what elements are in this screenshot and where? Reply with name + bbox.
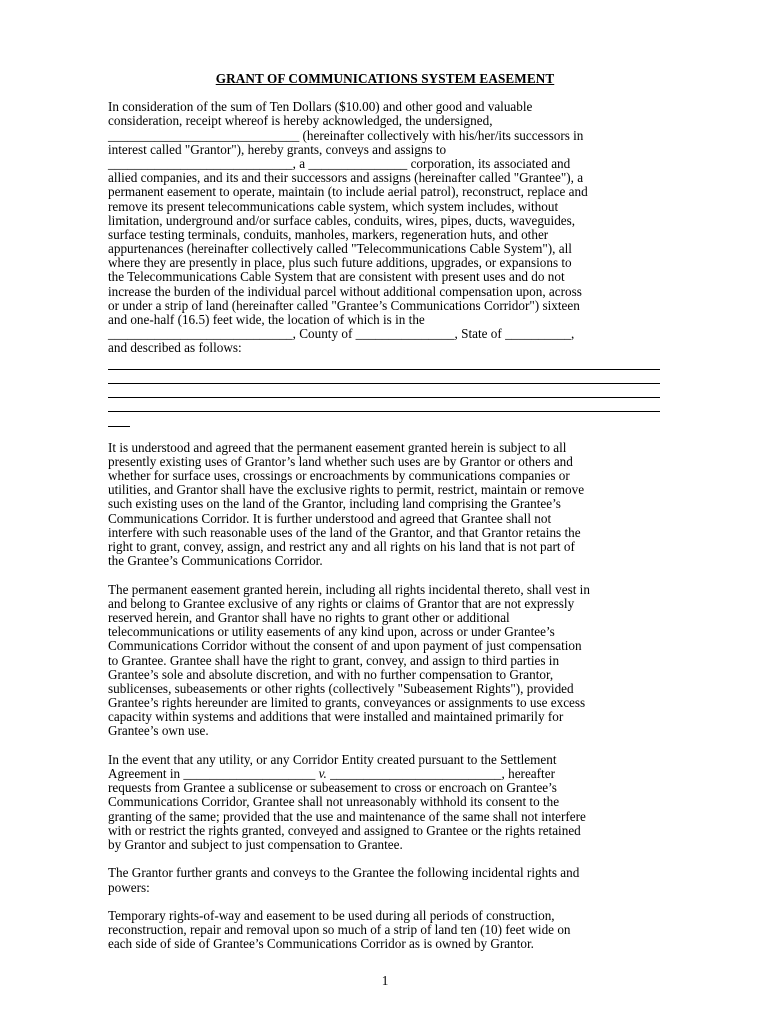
- text-line: the Telecommunications Cable System that are consistent with present uses and do not: [108, 269, 565, 285]
- text-line: increase the burden of the individual parcel without additional compensation upon, across: [108, 283, 582, 299]
- text-line: Temporary rights-of-way and easement to be used during all periods of construction,: [108, 907, 555, 923]
- legal-description-blank-line: [108, 356, 660, 370]
- text-line: In consideration of the sum of Ten Dollars ($10.00) and other good and valuable: [108, 99, 533, 115]
- existing-uses-paragraph: [108, 441, 662, 569]
- text-fragment: Agreement in ____________________: [108, 766, 319, 782]
- text-line: Communications Corridor. It is further understood and agreed that Grantee shall not: [108, 510, 552, 526]
- text-line: appurtenances (hereinafter collectively called "Telecommunications Cable System"), all: [108, 241, 572, 257]
- text-line: and one-half (16.5) feet wide, the location of which is in the: [108, 312, 425, 328]
- text-line: where they are presently in place, plus such future additions, upgrades, or expansions to: [108, 255, 572, 271]
- legal-description-blank-line: [108, 384, 660, 398]
- text-line: _____________________________ (hereinafter collectively with his/her/its successors in: [108, 127, 584, 143]
- text-line: ____________________________, a _______________ corporation, its associated and: [108, 155, 571, 171]
- document-title: GRANT OF COMMUNICATIONS SYSTEM EASEMENT: [215, 71, 555, 86]
- legal-description-blank-line-end: [108, 412, 130, 426]
- legal-description-blank-line: [108, 370, 660, 384]
- text-line: Communications Corridor, Grantee shall not unreasonably withhold its consent to the: [108, 794, 560, 810]
- text-line: Grantee’s sole and absolute discretion, and with no further compensation to Grantor,: [108, 666, 554, 682]
- versus-abbreviation: v.: [318, 766, 327, 782]
- text-line: Grantee’s rights hereunder are limited to grants, conveyances or assignments to use excess: [108, 695, 586, 711]
- text-line: powers:: [108, 879, 150, 895]
- text-line: The Grantor further grants and conveys to the Grantee the following incidental rights and: [108, 865, 580, 881]
- text-line: permanent easement to operate, maintain (to include aerial patrol), reconstruct, replace and: [108, 184, 588, 200]
- document-page: [108, 72, 662, 966]
- page-number: 1: [381, 973, 389, 988]
- text-line: right to grant, convey, assign, and restrict any and all rights on his land that is not part of: [108, 539, 575, 555]
- text-line: It is understood and agreed that the permanent easement granted herein is subject to all: [108, 439, 567, 455]
- text-line: reconstruction, repair and removal upon so much of a strip of land ten (10) feet wide on: [108, 922, 571, 938]
- text-line: with or restrict the rights granted, conveyed and assigned to Grantee or the rights retained: [108, 822, 581, 838]
- text-line: In the event that any utility, or any Corridor Entity created pursuant to the Settlement: [108, 751, 557, 767]
- consideration-paragraph: [108, 100, 662, 426]
- text-line: interest called "Grantor"), hereby grants, conveys and assigns to: [108, 141, 447, 157]
- text-line: by Grantor and subject to just compensation to Grantee.: [108, 836, 403, 852]
- text-line: such existing uses on the land of the Grantor, including land comprising the Grantee’s: [108, 496, 561, 512]
- text-line: capacity within systems and additions that were installed and maintained primarily for: [108, 709, 564, 725]
- text-line: the Grantee’s Communications Corridor.: [108, 553, 323, 569]
- text-line: presently existing uses of Grantor’s land whether such uses are by Grantor or others and: [108, 453, 573, 469]
- legal-description-blank-line: [108, 398, 660, 412]
- text-line: reserved herein, and Grantor shall have no rights to grant other or additional: [108, 609, 510, 625]
- text-line: requests from Grantee a sublicense or subeasement to cross or encroach on Grantee’s: [108, 780, 557, 796]
- text-line: telecommunications or utility easements of any kind upon, across or under Grantee’s: [108, 624, 555, 640]
- text-line: sublicenses, subeasements or other rights (collectively "Subeasement Rights"), provided: [108, 680, 574, 696]
- text-line: or under a strip of land (hereinafter called "Grantee’s Communications Corridor") sixteen: [108, 297, 580, 313]
- text-line: to Grantee. Grantee shall have the right to grant, convey, and assign to third parties in: [108, 652, 560, 668]
- text-line: consideration, receipt whereof is hereby acknowledged, the undersigned,: [108, 113, 493, 129]
- text-line: Communications Corridor without the consent of and upon payment of just compensation: [108, 638, 582, 654]
- text-line: ____________________________, County of _______________, State of __________,: [108, 326, 575, 342]
- text-line: limitation, underground and/or surface cables, conduits, wires, pipes, ducts, waveguides,: [108, 212, 576, 228]
- text-line: each side of side of Grantee’s Communications Corridor as is owned by Grantor.: [108, 936, 534, 952]
- temporary-rights-paragraph: [108, 909, 662, 952]
- text-line: interfere with such reasonable uses of the land of the Grantor, and that Grantor retains the: [108, 524, 581, 540]
- text-fragment: __________________________, hereafter: [326, 766, 555, 782]
- text-line: utilities, and Grantor shall have the exclusive rights to permit, restrict, maintain or remove: [108, 482, 585, 498]
- text-line: The permanent easement granted herein, including all rights incidental thereto, shall vest in: [108, 581, 590, 597]
- settlement-paragraph: [108, 753, 662, 852]
- text-line: granting of the same; provided that the use and maintenance of the same shall not interfere: [108, 808, 586, 824]
- text-line: and belong to Grantee exclusive of any rights or claims of Grantor that are not expressly: [108, 595, 575, 611]
- incidental-rights-paragraph: [108, 866, 662, 894]
- text-line: surface testing terminals, conduits, manholes, markers, regeneration huts, and other: [108, 226, 549, 242]
- text-line: allied companies, and its and their successors and assigns (hereinafter called "Grantee"), a: [108, 170, 584, 186]
- text-line: and described as follows:: [108, 340, 242, 356]
- vesting-paragraph: [108, 583, 662, 739]
- text-line: remove its present telecommunications cable system, which system includes, without: [108, 198, 559, 214]
- text-line: whether for surface uses, crossings or encroachments by communications companies or: [108, 468, 570, 484]
- text-line: [108, 767, 662, 781]
- text-line: Grantee’s own use.: [108, 723, 209, 739]
